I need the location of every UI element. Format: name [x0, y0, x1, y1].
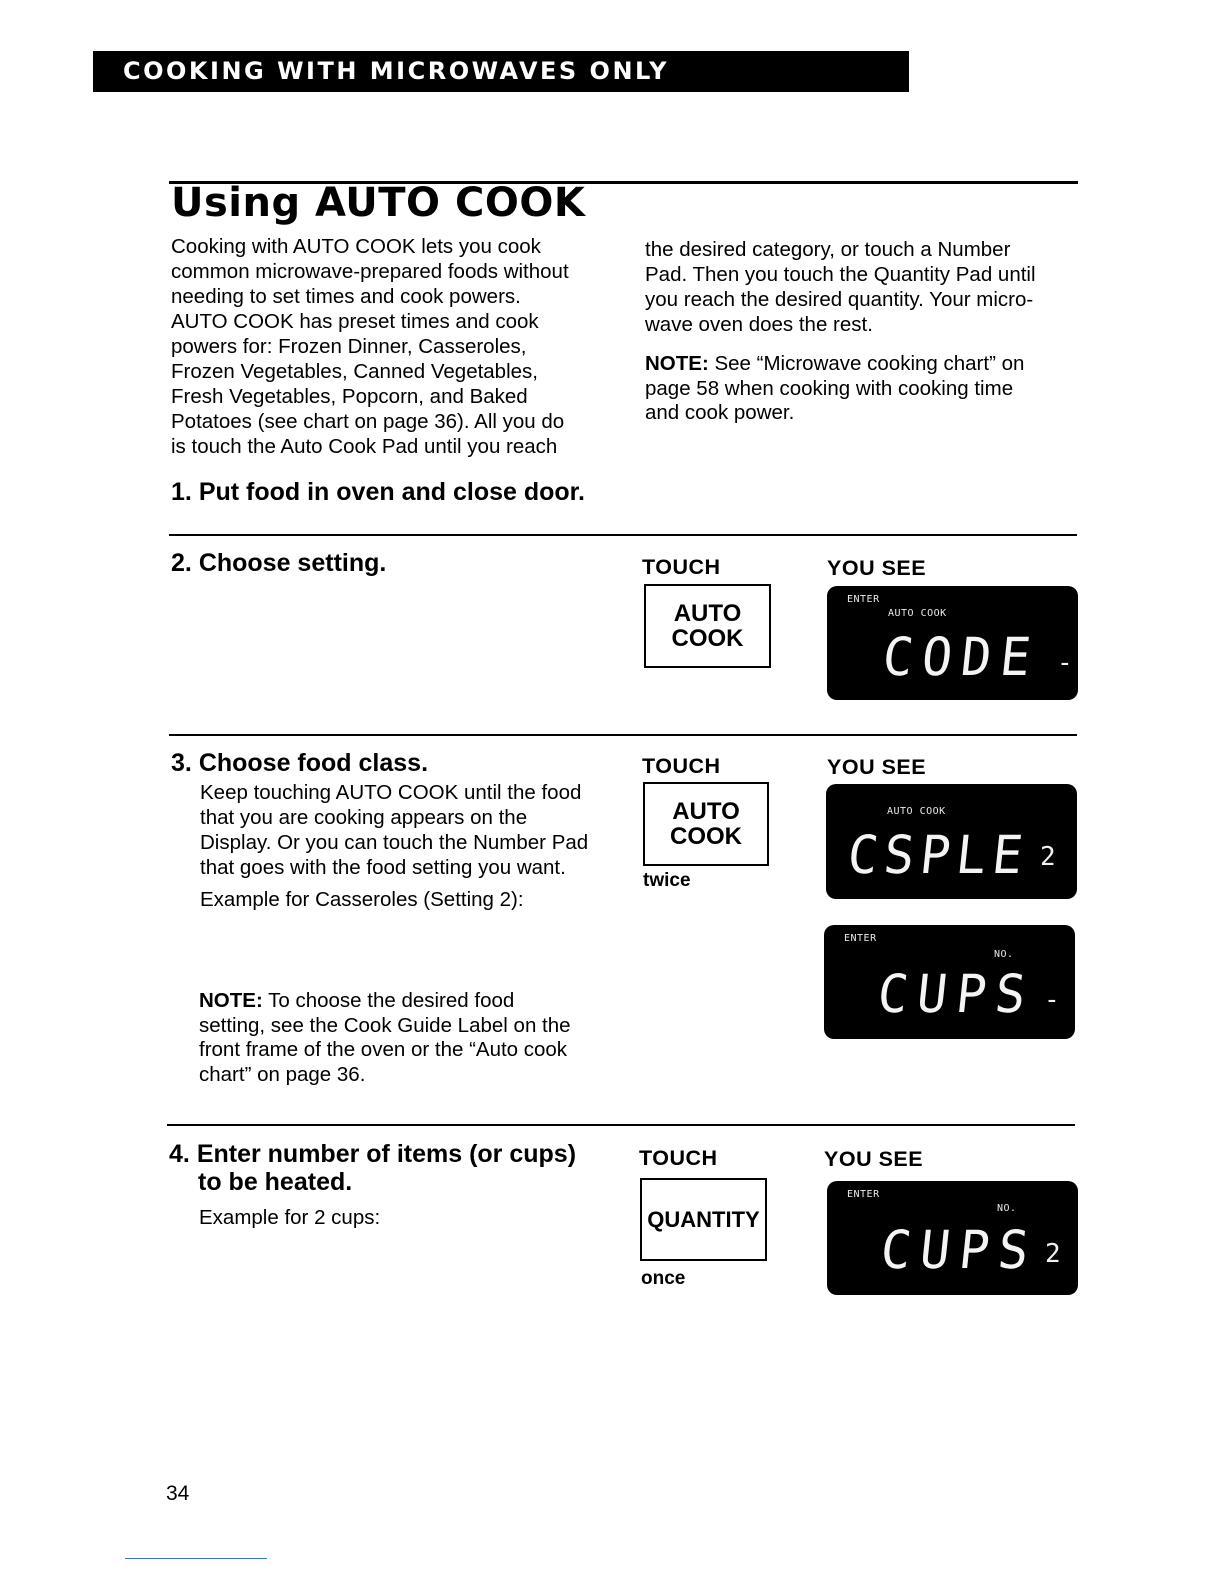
divider: [169, 734, 1077, 736]
section-banner: COOKING WITH MICROWAVES ONLY: [93, 51, 909, 92]
press-count: once: [641, 1268, 686, 1289]
touch-label: TOUCH: [639, 1146, 718, 1170]
number-indicator: NO.: [994, 949, 1014, 960]
oven-display: [824, 925, 1075, 1039]
oven-display: [826, 784, 1077, 899]
step-number: 1.: [171, 478, 192, 506]
display-readout: CODE: [879, 626, 1043, 688]
note-text: and cook power.: [645, 401, 795, 424]
step-title: to be heated.: [198, 1168, 353, 1196]
you-see-label: YOU SEE: [824, 1147, 924, 1171]
quantity-pad[interactable]: [640, 1178, 767, 1261]
enter-indicator: ENTER: [847, 594, 880, 605]
step-4-heading: [169, 1140, 576, 1196]
body-line: that you are cooking appears on the: [200, 806, 528, 829]
step-title: Choose setting.: [198, 549, 387, 577]
auto-cook-pad[interactable]: [643, 782, 769, 866]
step-3-heading: [171, 749, 428, 777]
step-number: 2.: [171, 549, 192, 577]
intro-line: Cooking with AUTO COOK lets you cook: [171, 235, 541, 258]
intro-line: Potatoes (see chart on page 36). All you do: [171, 410, 565, 433]
intro-line: AUTO COOK has preset times and cook: [171, 310, 539, 333]
intro-line: common microwave-prepared foods without: [171, 260, 569, 283]
step-number: 4.: [169, 1140, 190, 1168]
intro-right: [645, 237, 1085, 337]
key-label: COOK: [670, 823, 742, 850]
display-suffix: 2: [1040, 842, 1056, 872]
display-readout: CUPS: [877, 1219, 1041, 1281]
display-readout: CUPS: [874, 963, 1038, 1025]
intro-line: wave oven does the rest.: [645, 313, 873, 336]
key-label: QUANTITY: [647, 1207, 760, 1232]
note-text: To choose the desired food: [262, 989, 515, 1012]
you-see-label: YOU SEE: [827, 556, 927, 580]
press-count: twice: [643, 870, 691, 891]
intro-line: you reach the desired quantity. Your micro-: [645, 288, 1034, 311]
oven-display: [827, 1181, 1078, 1295]
intro-line: is touch the Auto Cook Pad until you reach: [171, 435, 558, 458]
key-label: AUTO: [672, 798, 740, 825]
display-suffix: 2: [1045, 1239, 1061, 1269]
intro-line: Fresh Vegetables, Popcorn, and Baked: [171, 385, 528, 408]
body-line: Keep touching AUTO COOK until the food: [200, 781, 582, 804]
step-4-example: Example for 2 cups:: [199, 1206, 381, 1229]
auto-cook-indicator: AUTO COOK: [888, 608, 947, 619]
note-text: setting, see the Cook Guide Label on the: [199, 1013, 571, 1037]
display-suffix: -: [1044, 985, 1060, 1015]
intro-line: powers for: Frozen Dinner, Casseroles,: [171, 335, 527, 358]
display-suffix: -: [1057, 648, 1073, 678]
step-number: 3.: [171, 749, 192, 777]
display-readout: CSPLE: [844, 824, 1032, 886]
touch-label: TOUCH: [642, 754, 721, 778]
step-title: Choose food class.: [198, 749, 429, 777]
step-title: Put food in oven and close door.: [198, 478, 585, 506]
note-text: See “Microwave cooking chart” on: [708, 352, 1025, 375]
intro-line: Pad. Then you touch the Quantity Pad until: [645, 263, 1036, 286]
note-text: chart” on page 36.: [199, 1062, 366, 1086]
intro-line: needing to set times and cook powers.: [171, 285, 521, 308]
step-1-heading: [171, 478, 585, 506]
step-2-heading: [171, 549, 386, 577]
step-3-note: [199, 989, 629, 1087]
note-text: front frame of the oven or the “Auto cook: [199, 1038, 568, 1061]
divider: [169, 534, 1077, 536]
step-title: Enter number of items (or cups): [196, 1140, 577, 1168]
enter-indicator: ENTER: [844, 933, 877, 944]
auto-cook-indicator: AUTO COOK: [887, 806, 946, 817]
intro-left: [171, 234, 621, 459]
step-3-body: [200, 780, 630, 880]
intro-line: the desired category, or touch a Number: [645, 238, 1011, 261]
divider: [167, 1124, 1075, 1126]
key-label: COOK: [671, 625, 744, 652]
body-line: Display. Or you can touch the Number Pad: [200, 831, 589, 854]
body-line: that goes with the food setting you want.: [200, 856, 566, 879]
note-text: page 58 when cooking with cooking time: [645, 376, 1014, 400]
note-label: NOTE:: [199, 989, 263, 1012]
enter-indicator: ENTER: [847, 1189, 880, 1200]
auto-cook-pad[interactable]: [644, 584, 771, 668]
note-label: NOTE:: [645, 352, 709, 375]
page-number: 34: [166, 1482, 190, 1505]
intro-note: [645, 352, 1085, 426]
oven-display: [827, 586, 1078, 700]
page-title: Using AUTO COOK: [171, 180, 586, 226]
footer-line: [125, 1558, 267, 1559]
key-label: AUTO: [673, 600, 742, 627]
intro-line: Frozen Vegetables, Canned Vegetables,: [171, 360, 538, 383]
you-see-label: YOU SEE: [827, 755, 927, 779]
touch-label: TOUCH: [642, 555, 721, 579]
step-3-example: Example for Casseroles (Setting 2):: [200, 888, 524, 911]
number-indicator: NO.: [997, 1203, 1017, 1214]
